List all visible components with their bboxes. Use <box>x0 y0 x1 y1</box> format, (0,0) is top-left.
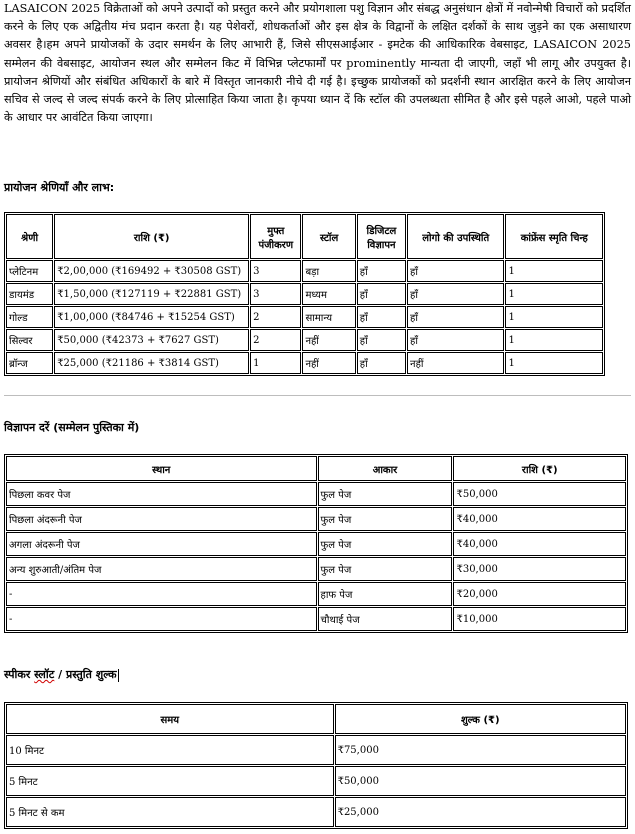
table-cell: हाँ <box>357 352 406 374</box>
table-cell: 1 <box>505 283 603 305</box>
column-header: राशि (₹) <box>54 214 249 259</box>
table-cell: नहीं <box>302 352 355 374</box>
table-row <box>6 797 626 827</box>
table-cell: 3 <box>250 260 301 282</box>
table-row <box>6 735 626 765</box>
table-cell: ₹40,000 <box>453 507 626 531</box>
table-cell: सामान्य <box>302 306 355 328</box>
column-header: श्रेणी <box>6 214 53 259</box>
table-row <box>6 532 626 556</box>
table-cell: 5 मिनट से कम <box>6 797 334 827</box>
table-cell: फुल पेज <box>318 507 453 531</box>
intro-paragraph: LASAICON 2025 विक्रेताओं को अपने उत्पादों को प्रस्तुत करने और प्रयोगशाला पशु विज्ञान और संबद्ध अनुसंधान क्षेत्रों में नवोन्मेषी विचारों को प्रदर्शित करने के लिए एक अद्वितीय मंच प्रदान करता है। यह पेशेवरों, शोधकर्ताओं और इस क्षेत्र के विद्वानों के लक्षित दर्शकों के साथ जुड़ने का एक असाधारण अवसर है।हम अपने प्रायोजकों के उदार समर्थन के लिए आभारी हैं, जिसे सीएसआईआर - इमटेक की आधिकारिक वेबसाइट, LASAICON 2025 सम्मेलन की वेबसाइट, आयोजन स्थल और सम्मेलन किट में विभिन्न प्लेटफार्मों पर prominently मान्यता दी जाएगी, जहाँ भी लागू और उपयुक्त है।प्रायोजन श्रेणियों और संबंधित अधिकारों के बारे में विस्तृत जानकारी नीचे दी गई है। इच्छुक प्रायोजकों को प्रदर्शनी स्थान आरक्षित करने के लिए आयोजन सचिव से जल्द से जल्द संपर्क करने के लिए प्रोत्साहित किया जाता है। कृपया ध्यान दें कि स्टॉल की उपलब्धता सीमित है और इसे पहले आओ, पहले पाओ के आधार पर आवंटित किया जाएगा। <box>4 2 631 125</box>
table-row <box>6 306 603 328</box>
table-cell: 5 मिनट <box>6 766 334 796</box>
table-cell: बड़ा <box>302 260 355 282</box>
table-cell: ₹2,00,000 (₹169492 + ₹30508 GST) <box>54 260 249 282</box>
table-cell: डायमंड <box>6 283 53 305</box>
table-cell: हाँ <box>357 329 406 351</box>
speaker-fee-table <box>4 702 628 829</box>
table-cell: 1 <box>505 260 603 282</box>
column-header: मुफ्त पंजीकरण <box>250 214 301 259</box>
table-cell: ₹20,000 <box>453 582 626 606</box>
table-cell: नहीं <box>407 352 504 374</box>
table-row <box>6 766 626 796</box>
speaker-heading-prefix: स्पीकर <box>4 668 35 681</box>
table-cell: 1 <box>505 352 603 374</box>
table-cell: ₹50,000 (₹42373 + ₹7627 GST) <box>54 329 249 351</box>
table-cell: ₹40,000 <box>453 532 626 556</box>
column-header: स्थान <box>6 456 317 481</box>
table-cell: मध्यम <box>302 283 355 305</box>
table-cell: ₹50,000 <box>335 766 626 796</box>
table-cell: पिछला कवर पेज <box>6 482 317 506</box>
table-cell: 3 <box>250 283 301 305</box>
table-cell: चौथाई पेज <box>318 607 453 631</box>
table-row <box>6 352 603 374</box>
table-cell: 10 मिनट <box>6 735 334 765</box>
column-header: राशि (₹) <box>453 456 626 481</box>
table-row <box>6 582 626 606</box>
table-header-row <box>6 214 603 259</box>
table-cell: फुल पेज <box>318 482 453 506</box>
table-cell: ब्रॉन्ज <box>6 352 53 374</box>
table-row <box>6 283 603 305</box>
table-cell: हाँ <box>407 260 504 282</box>
column-header: लोगो की उपस्थिति <box>407 214 504 259</box>
table-cell: ₹75,000 <box>335 735 626 765</box>
ad-rates-table <box>4 454 628 633</box>
table-cell: गोल्ड <box>6 306 53 328</box>
table-cell: 2 <box>250 306 301 328</box>
table-header-row <box>6 456 626 481</box>
table-cell: 2 <box>250 329 301 351</box>
table-cell: हाँ <box>357 306 406 328</box>
table-cell: ₹1,00,000 (₹84746 + ₹15254 GST) <box>54 306 249 328</box>
table-row <box>6 260 603 282</box>
table-cell: ₹25,000 <box>335 797 626 827</box>
table-cell: हाँ <box>357 260 406 282</box>
column-header: शुल्क (₹) <box>335 704 626 734</box>
table-cell: फुल पेज <box>318 557 453 581</box>
sponsorship-heading: प्रायोजन श्रेणियाँ और लाभ: <box>4 181 115 194</box>
table-cell: हाँ <box>407 283 504 305</box>
table-header-row <box>6 704 626 734</box>
table-cell: हाफ पेज <box>318 582 453 606</box>
table-cell: ₹1,50,000 (₹127119 + ₹22881 GST) <box>54 283 249 305</box>
table-cell: प्लेटिनम <box>6 260 53 282</box>
speaker-heading <box>4 667 119 682</box>
divider <box>4 395 631 396</box>
table-cell: फुल पेज <box>318 532 453 556</box>
table-cell: ₹10,000 <box>453 607 626 631</box>
speaker-heading-suffix: / प्रस्तुति शुल्क <box>54 668 117 681</box>
table-cell: हाँ <box>407 329 504 351</box>
speaker-heading-slot: स्लॉट <box>34 668 55 681</box>
column-header: कांफ्रेंस स्मृति चिन्ह <box>505 214 603 259</box>
table-cell: ₹50,000 <box>453 482 626 506</box>
table-cell: ₹30,000 <box>453 557 626 581</box>
text-cursor <box>118 669 119 682</box>
column-header: आकार <box>318 456 453 481</box>
table-row <box>6 482 626 506</box>
table-cell: ₹25,000 (₹21186 + ₹3814 GST) <box>54 352 249 374</box>
table-cell: हाँ <box>407 306 504 328</box>
table-cell: अन्य शुरुआती/अंतिम पेज <box>6 557 317 581</box>
table-row <box>6 607 626 631</box>
table-row <box>6 557 626 581</box>
table-cell: 1 <box>505 306 603 328</box>
table-cell: - <box>6 607 317 631</box>
sponsorship-table <box>4 212 605 376</box>
table-cell: नहीं <box>302 329 355 351</box>
table-row <box>6 507 626 531</box>
table-cell: - <box>6 582 317 606</box>
column-header: स्टॉल <box>302 214 355 259</box>
column-header: डिजिटल विज्ञापन <box>357 214 406 259</box>
table-cell: हाँ <box>357 283 406 305</box>
column-header: समय <box>6 704 334 734</box>
ads-heading: विज्ञापन दरें (सम्मेलन पुस्तिका में) <box>4 421 140 434</box>
table-cell: 1 <box>250 352 301 374</box>
table-cell: सिल्वर <box>6 329 53 351</box>
table-cell: 1 <box>505 329 603 351</box>
table-row <box>6 329 603 351</box>
table-cell: अगला अंदरूनी पेज <box>6 532 317 556</box>
table-cell: पिछला अंदरूनी पेज <box>6 507 317 531</box>
